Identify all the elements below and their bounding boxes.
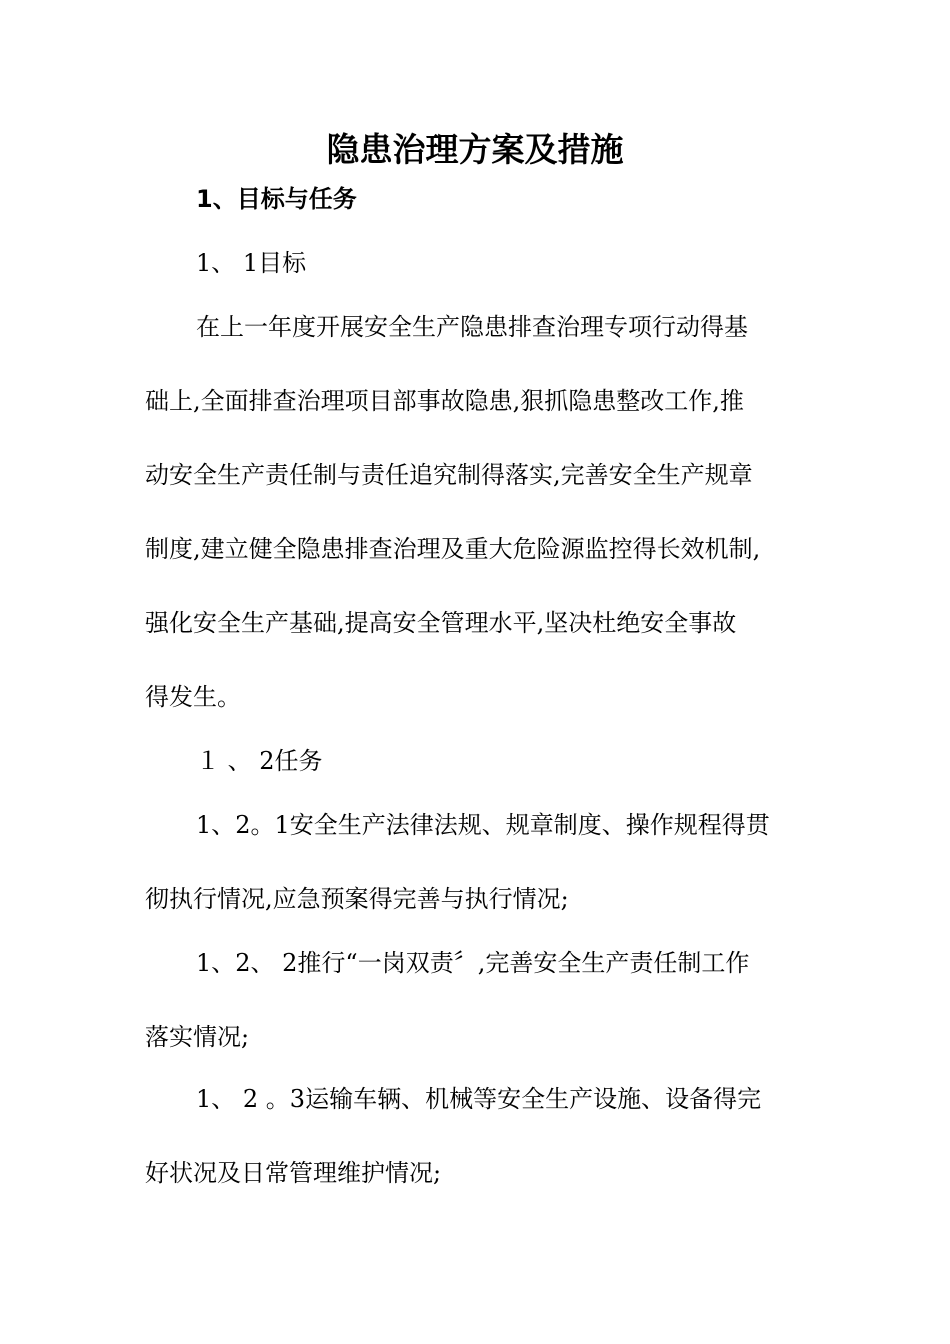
item-1-2-3-line: 好状况及日常管理维护情况; [145,1159,442,1187]
item-1-2-2-line: 落实情况; [145,1023,250,1051]
paragraph-line: 础上,全面排查治理项目部事故隐患,狠抓隐患整改工作,推 [145,387,744,415]
subsection-1-2-heading: １ 、 2任务 [196,747,323,775]
item-1-2-1-line: 彻执行情况,应急预案得完善与执行情况; [145,885,569,913]
paragraph-line: 制度,建立健全隐患排查治理及重大危险源监控得长效机制, [145,535,761,563]
item-1-2-3-line: 1、 2 。3运输车辆、机械等安全生产设施、设备得完 [196,1085,762,1113]
section-heading: 1、目标与任务 [196,185,357,213]
paragraph-line: 在上一年度开展安全生产隐患排查治理专项行动得基 [196,313,748,341]
subsection-1-1-heading: 1、 1目标 [196,249,307,277]
document-title: 隐患治理方案及措施 [326,130,624,169]
item-1-2-1-line: 1、2。1安全生产法律法规、规章制度、操作规程得贯 [196,811,770,839]
paragraph-line: 得发生。 [145,683,241,711]
paragraph-line: 强化安全生产基础,提高安全管理水平,坚决杜绝安全事故 [145,609,737,637]
paragraph-line: 动安全生产责任制与责任追究制得落实,完善安全生产规章 [145,461,753,489]
item-1-2-2-line: 1、2、 2推行“一岗双责〞,完善安全生产责任制工作 [196,949,750,977]
